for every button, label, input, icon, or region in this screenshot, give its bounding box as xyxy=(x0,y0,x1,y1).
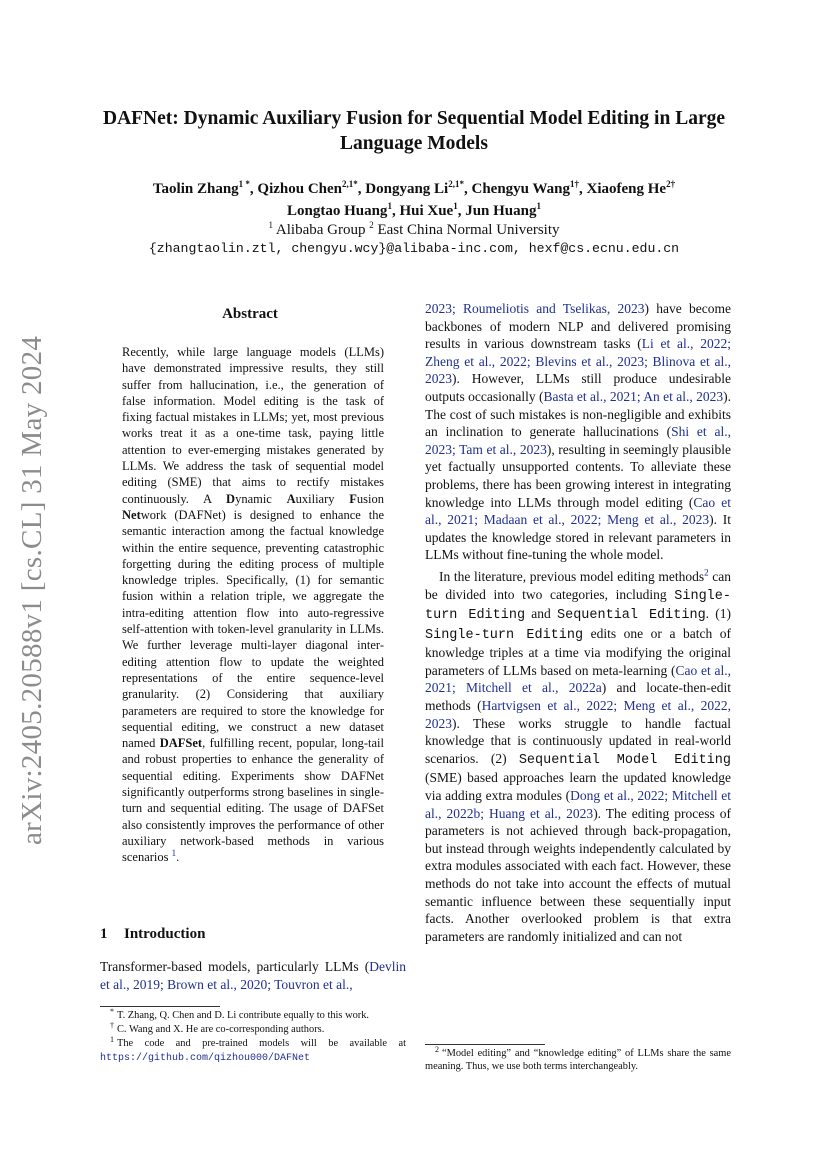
paragraph-literature xyxy=(425,568,731,945)
footnote-text: C. Wang and X. He are co-corresponding authors. xyxy=(117,1024,325,1036)
author-mark: 1† xyxy=(570,179,579,189)
term-single-turn: Single-turn Editing xyxy=(425,627,584,643)
abstract-text xyxy=(122,344,384,866)
abstract-heading: Abstract xyxy=(222,306,278,322)
footnote-link[interactable]: 2 xyxy=(704,567,709,578)
author-name: Longtao Huang xyxy=(286,203,388,219)
author-line-1: Taolin Zhang$^{1 *}$, Qizhou Chen$^{2,1*}$, Dongyang $Li^{2,1*}$, Chengyu Wang$^{1\dagger}$, Xiaofeng $He^{2\dagger}$ xyxy=(152,179,676,197)
footnote-code xyxy=(100,1034,406,1064)
author-name: Qizhou Chen xyxy=(257,181,343,197)
acronym-letter: D xyxy=(226,491,236,506)
body-text: . (1) xyxy=(705,606,732,622)
dataset-name: DAFSet xyxy=(159,736,203,751)
body-text: ) and locate-then-edit methods ( xyxy=(425,680,731,714)
footnote-text: The code and pre-trained models will be available at xyxy=(117,1038,406,1050)
section-heading-introduction xyxy=(100,926,205,943)
body-text: ). The editing process of parameters is not achieved through back-propagation, but instead through weights independently calculated by extra modules associated with each fact. However, these methods do not take into account the effects of mutual semantic influence between these sequentially input facts. Another overlooked problem is that extra parameters are randomly initialized and can not xyxy=(425,805,731,944)
author-list xyxy=(60,178,768,222)
affiliation-1: Alibaba Group xyxy=(275,222,366,238)
author-name: Chengyu Wang xyxy=(471,181,570,197)
footnote-rule xyxy=(425,1044,545,1045)
term-sme: Sequential Model Editing xyxy=(518,752,731,768)
author-mark: 2,1* xyxy=(342,179,358,189)
footnote-mark: 2 xyxy=(435,1044,439,1054)
citation-link[interactable]: Li et al., 2022; Zheng et al., 2022; Blevins et al., 2023; Blinova et al., 2023 xyxy=(425,336,732,387)
footnote-link[interactable]: 1 xyxy=(171,848,177,859)
affiliations xyxy=(60,221,768,239)
affiliation-mark: 2 xyxy=(369,220,374,230)
code-url-link[interactable]: https://github.com/qizhou000/DAFNet xyxy=(100,1052,311,1064)
footnote-text: T. Zhang, Q. Chen and D. Li contribute equally to this work. xyxy=(117,1010,370,1021)
citation-link[interactable]: Cao et al., 2021; Madaan et al., 2022; Meng et al., 2023 xyxy=(425,494,731,528)
body-text: edits one or a batch of knowledge triples at a time via modifying the original parameters of LLMs based on meta-learning ( xyxy=(425,625,731,678)
acronym-rest: ynamic xyxy=(235,491,287,506)
footnotes-left xyxy=(100,1006,406,1066)
author-name: Xiaofeng He xyxy=(586,181,667,197)
citation-link[interactable]: Devlin et al., 2019; Brown et al., 2020; Touvron et al., xyxy=(100,959,406,992)
acronym-rest: usion xyxy=(356,491,384,506)
acronym-rest: work xyxy=(140,507,167,522)
body-text: ). These works struggle to handle factual knowledge that is continuously updated in real-world scenarios. (2) xyxy=(425,715,731,766)
author-mark: 1 * xyxy=(238,179,250,189)
paragraph-continued xyxy=(425,300,731,564)
citation-link[interactable]: Basta et al., 2021; An et al., 2023 xyxy=(543,388,724,404)
footnote-mark: * xyxy=(110,1006,114,1016)
author-emails: {zhangtaolin.ztl, chengyu.wcy}@alibaba-inc.com, hexf@cs.ecnu.edu.cn xyxy=(148,241,680,256)
body-text: ), resulting in seemingly plausible yet factually unsupported contents. To alleviate these problems, there has been growing interest in integrating knowledge into LLMs through model editing ( xyxy=(425,441,731,510)
author-mark: 1 xyxy=(387,201,392,211)
arxiv-identifier: arXiv:2405.20588v1 [cs.CL] 31 May 2024 xyxy=(16,335,48,845)
author-mark: 1 xyxy=(453,201,458,211)
abstract-part-2: (DAFNet) is designed to enhance the semantic interaction among the factual knowledge within the entire sequence, preventing catastrophic forgetting during the editing process of multiple knowledge triples. Specifically, (1) for semantic fusion within a relation triple, we aggregate the intra-editing attention flow into auto-regressive self-attention with token-level granularity in LLMs. We further leverage multi-layer diagonal inter-editing attention flow to update the weighted representations of the entire sequence-level granularity. (2) Considering that auxiliary parameters are required to store the knowledge for sequential editing, we construct a new dataset named xyxy=(122,507,384,751)
body-text: can be divided into two categories, including xyxy=(425,568,732,602)
intro-paragraph xyxy=(100,958,406,993)
term-single-turn: Single-turn Editing xyxy=(425,588,731,624)
body-text: and xyxy=(525,606,557,622)
author-name: Hui Xue xyxy=(399,203,454,219)
footnotes-right xyxy=(425,1044,731,1074)
author-name: Jun Huang xyxy=(465,203,537,219)
abstract-part-1: Recently, while large language models (LLMs) have demonstrated impressive results, they still suffer from hallucination, i.e., the generation of false information. Model editing is the task of fixing factual mistakes in LLMs; yet, most previous works treat it as a one-time task, paying little attention to ever-emerging mistakes generated by LLMs. We address the task of sequential model editing (SME) that aims to rectify mistakes continuously. A xyxy=(122,345,384,506)
body-text: In the literature, previous model editing methods xyxy=(439,568,705,584)
author-mark: 2,1* xyxy=(448,179,464,189)
body-text: ). It updates the knowledge stored in relevant parameters in LLMs without fine-tuning the whole model. xyxy=(425,512,731,563)
section-number: 1 xyxy=(100,926,108,942)
author-name: Taolin Zhang xyxy=(152,181,239,197)
affiliation-2: East China Normal University xyxy=(377,222,560,238)
author-name: Dongyang Li xyxy=(365,181,449,197)
footnote-terms xyxy=(425,1044,731,1073)
author-mark: 2† xyxy=(666,179,676,189)
acronym-letter: A xyxy=(286,491,296,506)
abstract-end: . xyxy=(176,850,180,865)
footnote-text: “Model editing” and “knowledge editing” of LLMs share the same meaning. Thus, we use both terms interchangeably. xyxy=(425,1048,731,1073)
intro-text: Transformer-based models, particularly LLMs ( xyxy=(100,959,370,974)
footnote-rule xyxy=(100,1006,220,1007)
right-column-text xyxy=(425,300,731,945)
abstract-part-3: , fulfilling recent, popular, long-tail and robust properties to enhance the generality of sequential editing. Experiments show DAFNet significantly outperforms strong baselines in single-turn and sequential editing. The usage of DAFSet also consistently improves the performance of other auxiliary network-based methods in various scenarios xyxy=(122,736,384,865)
citation-link[interactable]: Hartvigsen et al., 2022; Meng et al., 2022, 2023 xyxy=(425,698,731,731)
footnote-corresponding xyxy=(100,1020,406,1036)
title-line-2: Language Models xyxy=(340,133,488,154)
acronym-rest: uxiliary xyxy=(295,491,350,506)
affiliation-mark: 1 xyxy=(268,220,273,230)
term-sequential: Sequential Editing xyxy=(557,608,706,624)
title-line-1: DAFNet: Dynamic Auxiliary Fusion for Sequential Model Editing in Large xyxy=(102,108,726,129)
body-text: (SME) based approaches learn the updated knowledge via adding extra modules ( xyxy=(425,770,731,804)
author-mark: 1 xyxy=(536,201,541,211)
footnote-mark: 1 xyxy=(110,1034,114,1044)
citation-link[interactable]: Shi et al., 2023; Tam et al., 2023 xyxy=(425,424,731,457)
author-line-2: Longtao Huang$^1$, Hui Xue$^1$, Jun Huang$^1$ xyxy=(286,201,541,219)
paper-title xyxy=(60,106,768,156)
footnote-mark: † xyxy=(110,1020,114,1030)
acronym-letter: Net xyxy=(122,507,141,522)
citation-link[interactable]: 2023; Roumeliotis and Tselikas, 2023 xyxy=(425,301,645,316)
footnote-equal-contribution xyxy=(100,1006,406,1022)
citation-link[interactable]: Dong et al., 2022; Mitchell et al., 2022b; Huang et al., 2023 xyxy=(425,788,731,821)
body-text: ). However, LLMs still produce undesirable outputs occasionally ( xyxy=(425,371,731,404)
citation-link[interactable]: Cao et al., 2021; Mitchell et al., 2022a xyxy=(425,662,732,696)
section-title: Introduction xyxy=(124,926,206,942)
body-text: ) have become backbones of modern NLP and delivered promising results in various downstream tasks ( xyxy=(425,301,731,352)
body-text: ). The cost of such mistakes is non-negligible and exhibits an inclination to generate hallucinations ( xyxy=(425,388,732,440)
acronym-letter: F xyxy=(349,491,357,506)
